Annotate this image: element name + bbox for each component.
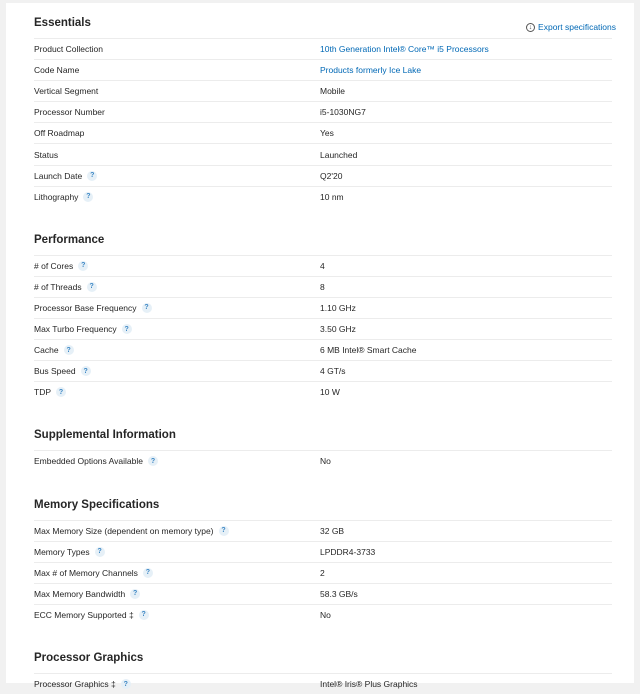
spec-label-cell	[34, 86, 320, 96]
spec-row-processor-number	[34, 101, 612, 122]
spec-row-vertical-segment	[34, 80, 612, 101]
section-processor-graphics	[6, 625, 634, 694]
help-icon[interactable]: ?	[64, 345, 74, 355]
spec-label: Cache	[34, 345, 59, 356]
spec-label: Status	[34, 149, 59, 160]
spec-page	[6, 3, 634, 690]
spec-label: # of Cores	[34, 260, 74, 271]
help-icon[interactable]: ?	[143, 568, 153, 578]
section-title: Supplemental Information	[34, 429, 176, 442]
help-icon[interactable]: ?	[219, 526, 229, 536]
spec-label: Max # of Memory Channels	[34, 567, 138, 578]
help-icon[interactable]: ?	[148, 456, 158, 466]
spec-value: 8	[320, 281, 325, 292]
spec-label-cell	[34, 526, 320, 536]
spec-row-processor-graphics	[34, 673, 612, 694]
spec-value: No	[320, 456, 331, 467]
export-specifications-label: Export specifications	[538, 22, 616, 32]
section-memory-specifications	[6, 472, 634, 625]
spec-value: 1.10 GHz	[320, 302, 356, 313]
spec-label: Code Name	[34, 65, 80, 76]
spec-label: TDP	[34, 387, 51, 398]
spec-row-of-cores	[34, 255, 612, 276]
spec-row-embedded-options-available	[34, 450, 612, 471]
spec-row-code-name	[34, 59, 612, 80]
spec-label-cell	[34, 589, 320, 599]
spec-value: 4 GT/s	[320, 366, 346, 377]
help-icon[interactable]: ?	[78, 261, 88, 271]
spec-label-cell	[34, 679, 320, 689]
section-title: Essentials	[34, 17, 91, 29]
spec-label-cell	[34, 44, 320, 54]
spec-row-product-collection	[34, 38, 612, 59]
spec-value: Mobile	[320, 86, 346, 97]
section-header	[34, 625, 612, 673]
spec-label: ECC Memory Supported ‡	[34, 609, 134, 620]
spec-row-launch-date	[34, 165, 612, 186]
section-title: Processor Graphics	[34, 651, 144, 664]
spec-label-cell	[34, 324, 320, 334]
spec-label-cell	[34, 456, 320, 466]
spec-value: 10 nm	[320, 191, 344, 202]
spec-row-max-turbo-frequency	[34, 318, 612, 339]
spec-label: Vertical Segment	[34, 86, 99, 97]
help-icon[interactable]: ?	[121, 679, 131, 689]
spec-label: Processor Number	[34, 107, 105, 118]
spec-label-cell	[34, 150, 320, 160]
spec-row-lithography	[34, 186, 612, 207]
help-icon[interactable]: ?	[87, 282, 97, 292]
spec-value: 4	[320, 260, 325, 271]
help-icon[interactable]: ?	[81, 366, 91, 376]
spec-label: Memory Types	[34, 546, 90, 557]
spec-row-status	[34, 143, 612, 164]
spec-value: No	[320, 609, 331, 620]
help-icon[interactable]: ?	[142, 303, 152, 313]
help-icon[interactable]: ?	[122, 324, 132, 334]
section-header	[34, 472, 612, 520]
spec-value: LPDDR4-3733	[320, 546, 376, 557]
spec-label-cell	[34, 610, 320, 620]
help-icon[interactable]: ?	[139, 610, 149, 620]
spec-value: 10 W	[320, 387, 340, 398]
download-icon: ↓	[526, 23, 535, 32]
section-header	[34, 3, 612, 38]
spec-label: Processor Graphics ‡	[34, 679, 116, 690]
spec-label-cell	[34, 547, 320, 557]
spec-value: 3.50 GHz	[320, 324, 356, 335]
spec-label-cell	[34, 128, 320, 138]
spec-label: Max Memory Size (dependent on memory type)	[34, 525, 214, 536]
spec-label: Max Memory Bandwidth	[34, 588, 126, 599]
spec-value: Yes	[320, 128, 334, 139]
spec-label: Embedded Options Available	[34, 456, 144, 467]
spec-value-link[interactable]: 10th Generation Intel® Core™ i5 Processors	[320, 44, 489, 55]
spec-label: Bus Speed	[34, 366, 76, 377]
spec-label-cell	[34, 171, 320, 181]
help-icon[interactable]: ?	[56, 387, 66, 397]
spec-row-of-threads	[34, 276, 612, 297]
help-icon[interactable]: ?	[83, 192, 93, 202]
spec-label-cell	[34, 192, 320, 202]
spec-row-max-of-memory-channels	[34, 562, 612, 583]
spec-label-cell	[34, 65, 320, 75]
spec-label-cell	[34, 107, 320, 117]
spec-label-cell	[34, 366, 320, 376]
spec-value: Intel® Iris® Plus Graphics	[320, 679, 418, 690]
spec-sections	[6, 3, 634, 694]
spec-row-max-memory-bandwidth	[34, 583, 612, 604]
section-title: Performance	[34, 233, 105, 246]
spec-row-cache	[34, 339, 612, 360]
spec-label-cell	[34, 261, 320, 271]
help-icon[interactable]: ?	[130, 589, 140, 599]
help-icon[interactable]: ?	[95, 547, 105, 557]
spec-value-link[interactable]: Products formerly Ice Lake	[320, 65, 422, 76]
spec-value: i5-1030NG7	[320, 107, 366, 118]
spec-value: 58.3 GB/s	[320, 588, 358, 599]
spec-label-cell	[34, 345, 320, 355]
spec-label-cell	[34, 568, 320, 578]
spec-row-tdp	[34, 381, 612, 402]
spec-label: Launch Date	[34, 170, 83, 181]
section-supplemental-information	[6, 402, 634, 471]
spec-value: Q2'20	[320, 170, 343, 181]
spec-row-ecc-memory-supported	[34, 604, 612, 625]
spec-label: # of Threads	[34, 281, 82, 292]
spec-value: 2	[320, 567, 325, 578]
section-title: Memory Specifications	[34, 498, 160, 511]
spec-label-cell	[34, 387, 320, 397]
help-icon[interactable]: ?	[87, 171, 97, 181]
spec-label: Processor Base Frequency	[34, 302, 137, 313]
spec-row-bus-speed	[34, 360, 612, 381]
section-essentials	[6, 3, 634, 207]
spec-label: Max Turbo Frequency	[34, 324, 117, 335]
spec-label-cell	[34, 282, 320, 292]
section-header	[34, 402, 612, 450]
spec-row-memory-types	[34, 541, 612, 562]
spec-label-cell	[34, 303, 320, 313]
section-performance	[6, 207, 634, 403]
spec-row-off-roadmap	[34, 122, 612, 143]
spec-value: 32 GB	[320, 525, 345, 536]
spec-value: Launched	[320, 149, 358, 160]
spec-label: Product Collection	[34, 44, 103, 55]
spec-value: 6 MB Intel® Smart Cache	[320, 345, 417, 356]
spec-label: Off Roadmap	[34, 128, 85, 139]
spec-row-processor-base-frequency	[34, 297, 612, 318]
section-header	[34, 207, 612, 255]
spec-label: Lithography	[34, 191, 79, 202]
spec-row-max-memory-size-dependent-on-memory-type	[34, 520, 612, 541]
